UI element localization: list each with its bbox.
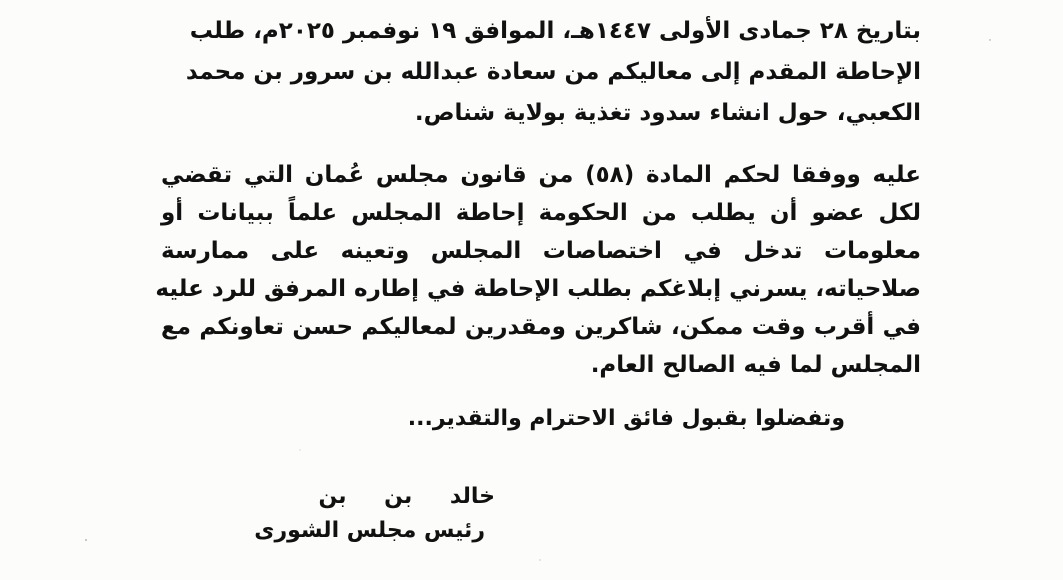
body-line-3: معلومات تدخل في اختصاصات المجلس وتعينه على ممارسة — [161, 238, 921, 264]
intro-line-1: بتاريخ ٢٨ جمادى الأولى ١٤٤٧هـ، الموافق ١٩ نوفمبر ٢٠٢٥م، طلب — [189, 18, 921, 44]
body-line-5: في أقرب وقت ممكن، شاكرين ومقدرين لمعاليكم حسن تعاونكم مع — [161, 314, 921, 340]
intro-line-3: الكعبي، حول انشاء سدود تغذية بولاية شناص. — [414, 100, 921, 126]
intro-line-2: الإحاطة المقدم إلى معاليكم من سعادة عبدالله بن سرور بن محمد — [185, 59, 921, 85]
closing-phrase: وتفضلوا بقبول فائق الاحترام والتقدير... — [407, 406, 845, 431]
body-line-2: لكل عضو أن يطلب من الحكومة إحاطة المجلس علماً ببيانات أو — [161, 200, 921, 226]
body-line-1: عليه ووفقا لحكم المادة (٥٨) من قانون مجلس عُمان التي تقضي — [161, 162, 921, 188]
body-line-6: المجلس لما فيه الصالح العام. — [590, 352, 921, 378]
signature-title: رئيس مجلس الشورى — [254, 518, 485, 543]
body-line-4: صلاحياته، يسرني إبلاغكم بطلب الإحاطة في إطاره المرفق للرد عليه — [155, 276, 921, 302]
signature-name: خالد بن بن — [318, 484, 495, 509]
